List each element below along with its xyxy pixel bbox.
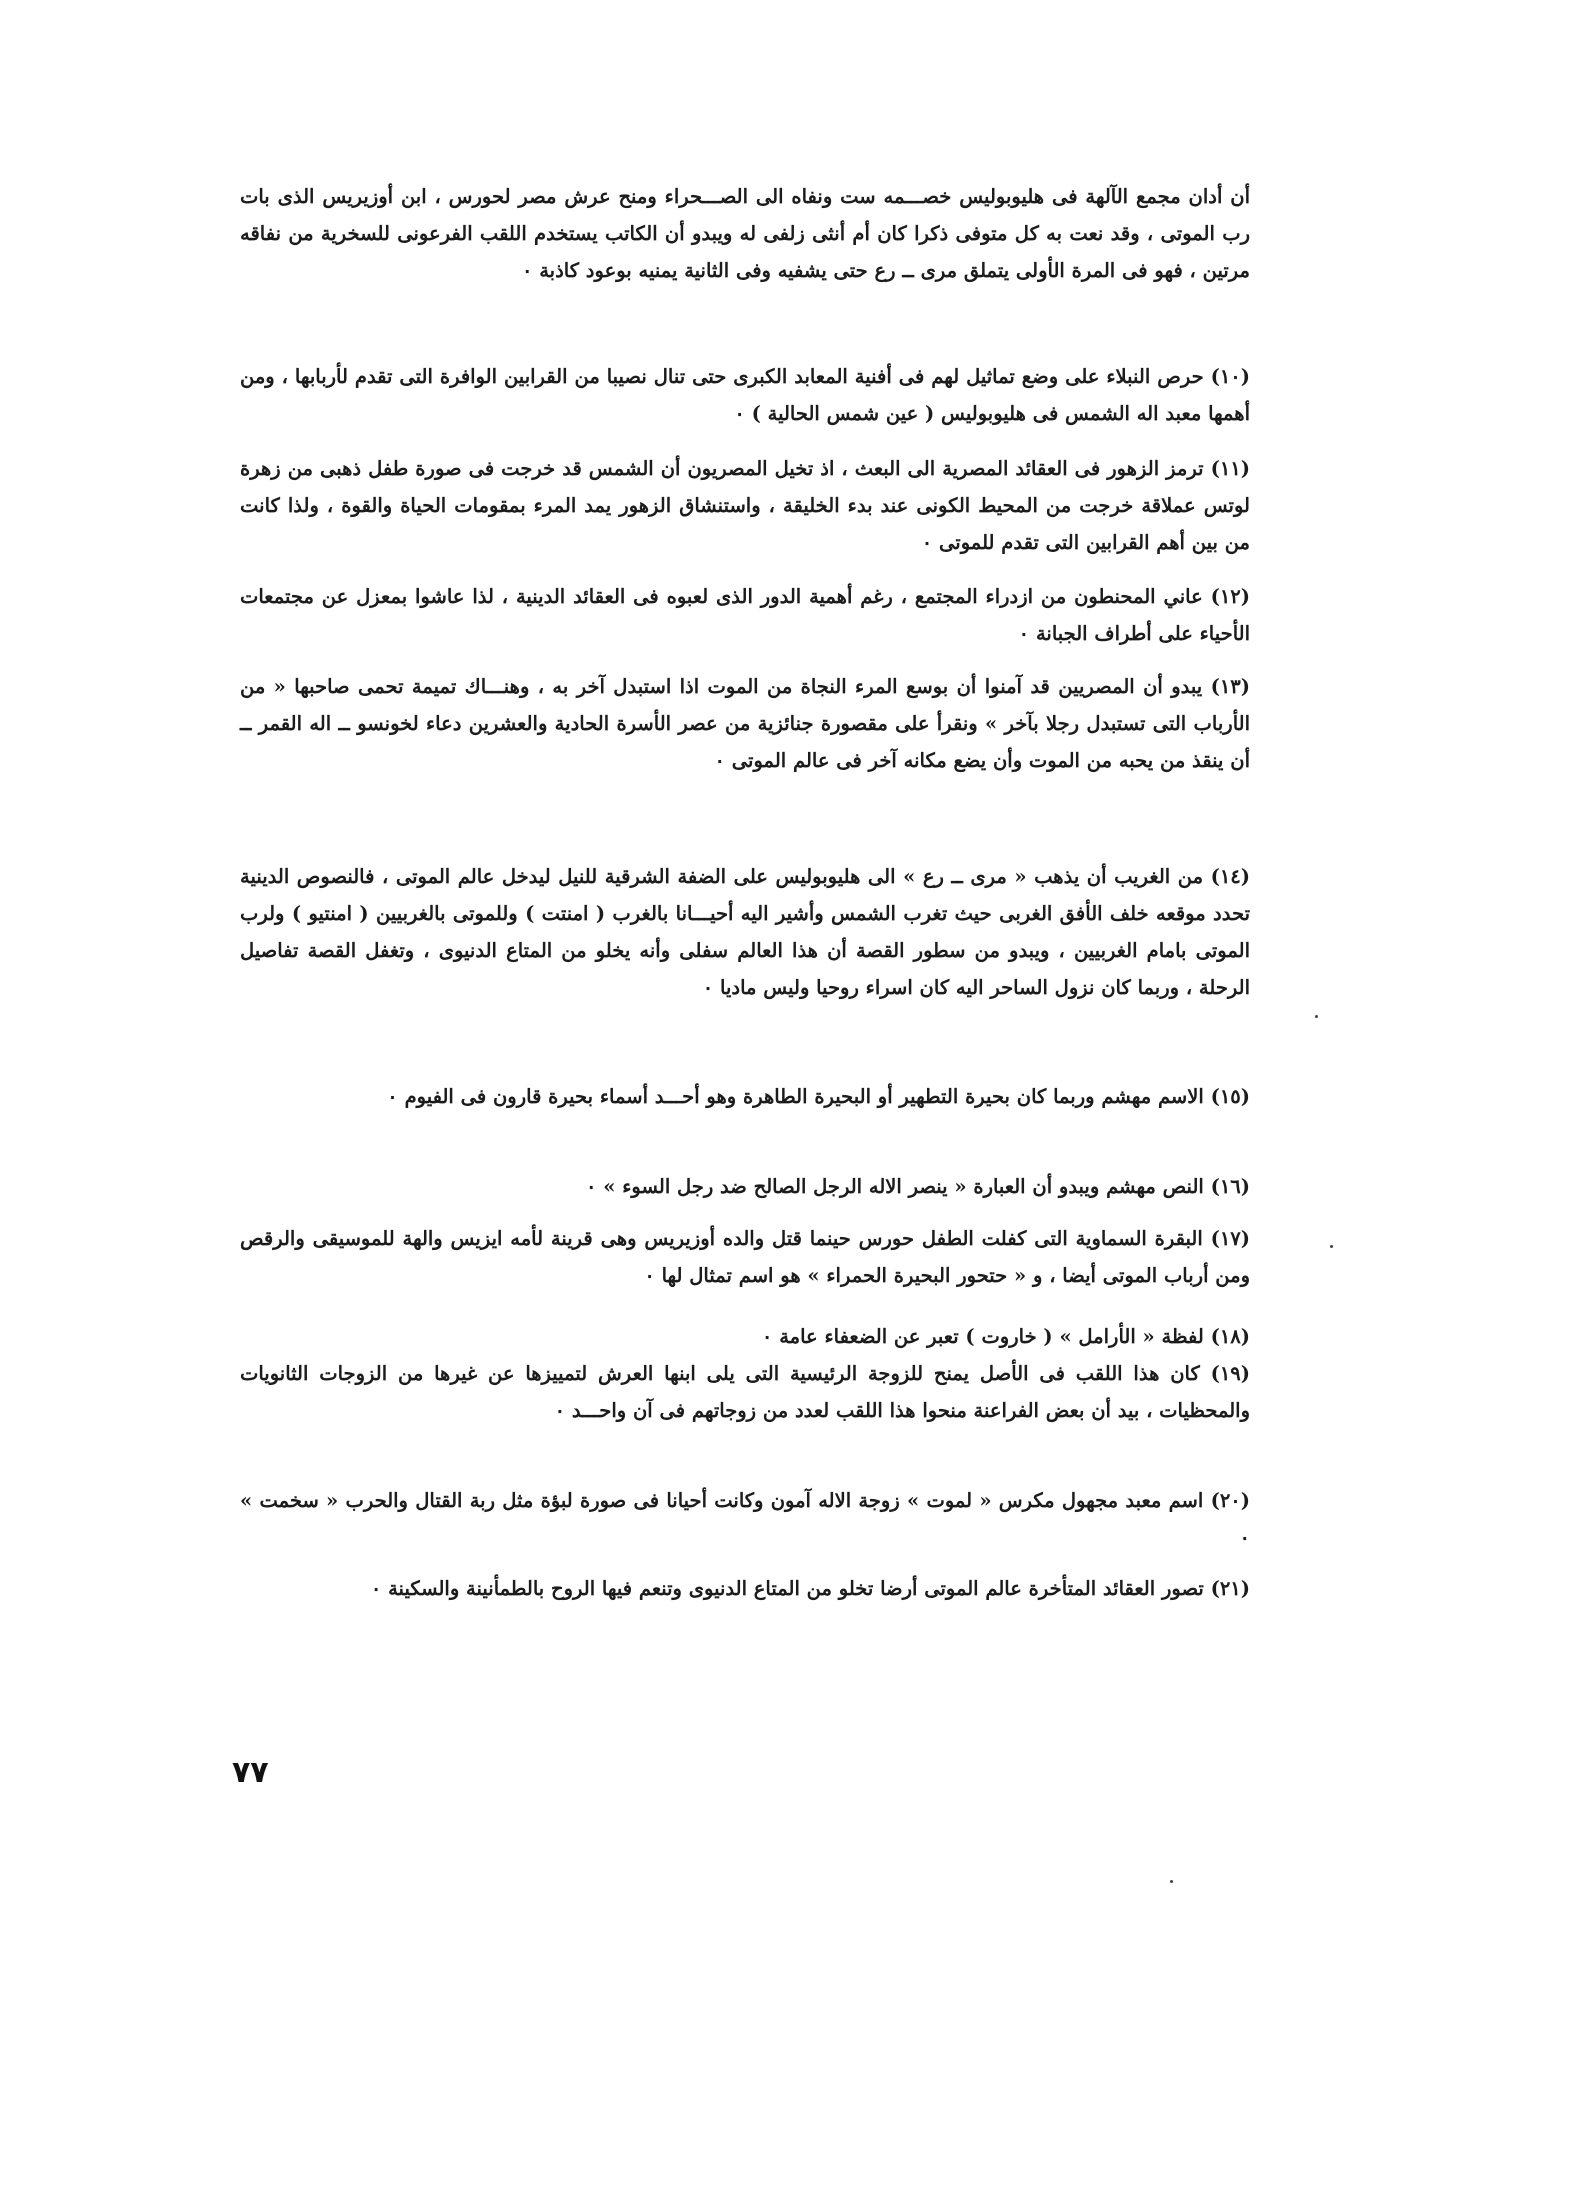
footnote-14: (١٤) من الغريب أن يذهب « مرى ــ رع » الى هليوبوليس على الضفة الشرقية للنيل ليدخل عالم الموتى ، فالنصوص الدينية تحدد موقعه خلف الأفق الغربى حيث تغرب الشمس وأشير اليه أحيـــانا بالغرب ( امنتت ) وللموتى بالغربيين ( امنتيو ) ولرب الموتى بامام الغربيين ، ويبدو من سطور القصة أن هذا العالم سفلى وأنه يخلو من المتاع الدنيوى ، وتغفل القصة تفاصيل الرحلة ، وربما كان نزول الساحر اليه كان اسراء روحيا وليس ماديا ٠ [240,865,1250,999]
scan-speck [1315,1015,1318,1018]
footnote-13: (١٣) يبدو أن المصريين قد آمنوا أن بوسع المرء النجاة من الموت اذا استبدل آخر به ، وهنـــاك تميمة تحمى صاحبها « من الأرباب التى تستبدل رجلا بآخر » ونقرأ على مقصورة جنائزية من عصر الأسرة الحادية والعشرين دعاء لخونسو ــ اله القمر ــ أن ينقذ من يحبه من الموت وأن يضع مكانه آخر فى عالم الموتى ٠ [240,675,1250,772]
footnote-19: (١٩) كان هذا اللقب فى الأصل يمنح للزوجة الرئيسية التى يلى ابنها العرش لتمييزها عن غيرها من الزوجات الثانويات والمحظيات ، بيد أن بعض الفراعنة منحوا هذا اللقب لعدد من زوجاتهم فى آن واحـــد ٠ [240,1362,1250,1422]
footnote-20: (٢٠) اسم معبد مجهول مكرس « لموت » زوجة الاله آمون وكانت أحيانا فى صورة لبؤة مثل ربة القتال والحرب « سخمت » ٠ [240,1489,1250,1549]
footnote-12: (١٢) عاني المحنطون من ازدراء المجتمع ، رغم أهمية الدور الذى لعبوه فى العقائد الدينية ، لذا عاشوا بمعزل عن مجتمعات الأحياء على أطراف الجبانة ٠ [240,585,1250,645]
footnote-17: (١٧) البقرة السماوية التى كفلت الطفل حورس حينما قتل والده أوزيريس وهى قرينة لأمه ايزيس والهة للموسيقى والرقص ومن أرباب الموتى أيضا ، و « حتحور البحيرة الحمراء » هو اسم تمثال لها ٠ [240,1227,1250,1287]
scan-speck [1330,1245,1333,1248]
page-number: ٧٧ [232,1755,269,1790]
footnote-10: (١٠) حرص النبلاء على وضع تماثيل لهم فى أفنية المعابد الكبرى حتى تنال نصيبا من القرابين الوافرة التى تقدم لأربابها ، ومن أهمها معبد اله الشمس فى هليوبوليس ( عين شمس الحالية ) ٠ [240,365,1250,425]
footnote-18: (١٨) لفظة « الأرامل » ( خاروت ) تعبر عن الضعفاء عامة ٠ [761,1325,1250,1348]
scan-speck [1170,1880,1173,1883]
intro-paragraph: أن أدان مجمع الآلهة فى هليوبوليس خصـــمه ست ونفاه الى الصـــحراء ومنح عرش مصر لحورس ، ابن أوزيريس الذى بات رب الموتى ، وقد نعت به كل متوفى ذكرا كان أم أنثى زلفى له ويبدو أن الكاتب يستخدم اللقب الفرعونى للسخرية من نفاقه مرتين ، فهو فى المرة الأولى يتملق مرى ــ رع حتى يشفيه وفى الثانية يمنيه بوعود كاذبة ٠ [240,185,1250,282]
footnote-11: (١١) ترمز الزهور فى العقائد المصرية الى البعث ، اذ تخيل المصريون أن الشمس قد خرجت فى صورة طفل ذهبى من زهرة لوتس عملاقة خرجت من المحيط الكونى عند بدء الخليقة ، واستنشاق الزهور يمد المرء بمقومات الحياة والقوة ، ولذا كانت من بين أهم القرابين التى تقدم للموتى ٠ [240,457,1250,554]
footnote-21: (٢١) تصور العقائد المتأخرة عالم الموتى أرضا تخلو من المتاع الدنيوى وتنعم فيها الروح بالطمأنينة والسكينة ٠ [370,1577,1250,1600]
footnote-16: (١٦) النص مهشم ويبدو أن العبارة « ينصر الاله الرجل الصالح ضد رجل السوء » ٠ [585,1175,1250,1198]
footnote-15: (١٥) الاسم مهشم وربما كان بحيرة التطهير أو البحيرة الطاهرة وهو أحـــد أسماء بحيرة قارون فى الفيوم ٠ [387,1085,1250,1108]
